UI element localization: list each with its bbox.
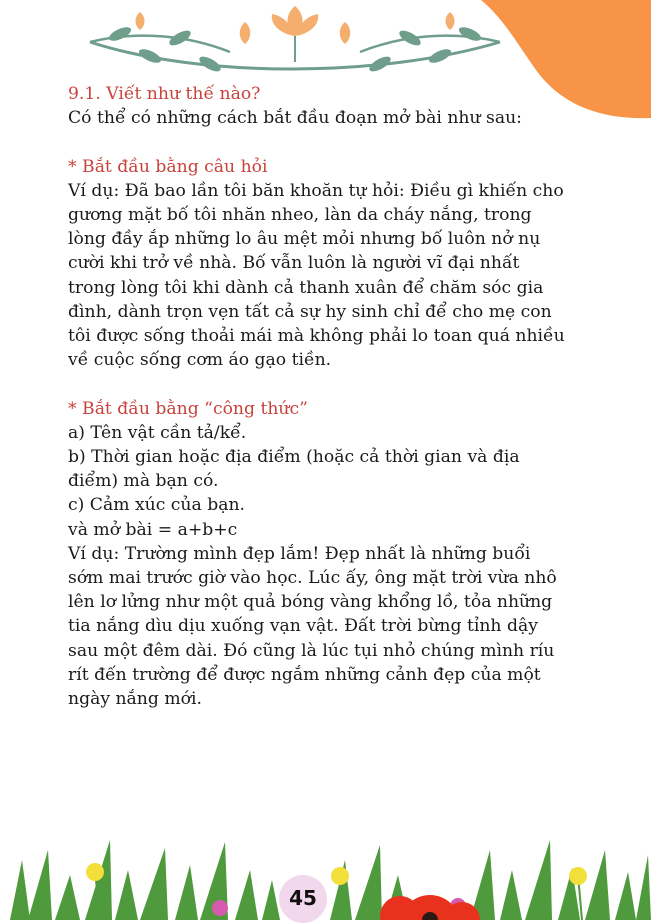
floral-garland — [80, 0, 510, 82]
text-line: về cuộc sống cơm áo gạo tiền. — [68, 350, 332, 371]
spacer — [68, 372, 628, 396]
page-number: 45 — [279, 875, 327, 923]
text-line: gương mặt bố tôi nhăn nheo, làn da cháy nắng, trong — [68, 205, 532, 225]
spacer — [68, 130, 628, 154]
text-line: lòng đầy ắp những lo âu mệt mỏi nhưng bố luôn nở nụ — [68, 229, 541, 250]
method-formula-heading: * Bắt đầu bằng “công thức” — [68, 398, 308, 419]
text-line: và mở bài = a+b+c — [68, 519, 238, 540]
section-heading: 9.1. Viết như thế nào? — [68, 84, 261, 104]
text-line: rít đến trường để được ngắm những cảnh đẹp của một — [68, 664, 541, 685]
text-line: sớm mai trước giờ vào học. Lúc ấy, ông mặt trời vừa nhô — [68, 568, 557, 589]
text-line: b) Thời gian hoặc địa điểm (hoặc cả thời gian và địa — [68, 447, 520, 468]
text-line: ngày nắng mới. — [68, 689, 202, 710]
section-intro: Có thể có những cách bắt đầu đoạn mở bài như sau: — [68, 108, 522, 129]
text-line: a) Tên vật cần tả/kể. — [68, 422, 247, 443]
text-line: lên lơ lửng như một quả bóng vàng khổng lồ, tỏa những — [68, 592, 553, 613]
text-line: sau một đêm dài. Đó cũng là lúc tụi nhỏ chúng mình ríu — [68, 640, 555, 661]
text-line: Ví dụ: Trường mình đẹp lắm! Đẹp nhất là những buổi — [68, 543, 531, 564]
page-content — [68, 82, 628, 711]
text-line: đình, dành trọn vẹn tất cả sự hy sinh chỉ để cho mẹ con — [68, 301, 552, 322]
method-question-heading: * Bắt đầu bằng câu hỏi — [68, 156, 268, 177]
text-line: điểm) mà bạn có. — [68, 471, 219, 492]
text-line: tia nắng dìu dịu xuống vạn vật. Đất trời bừng tỉnh dậy — [68, 616, 538, 637]
text-line: c) Cảm xúc của bạn. — [68, 495, 245, 516]
text-line: trong lòng tôi khi dành cả thanh xuân để chăm sóc gia — [68, 277, 544, 298]
text-line: tôi được sống thoải mái mà không phải lo toan quá nhiều — [68, 326, 565, 347]
text-line: cười khi trở về nhà. Bố vẫn luôn là người vĩ đại nhất — [68, 253, 520, 274]
text-line: Ví dụ: Đã bao lần tôi băn khoăn tự hỏi: Điều gì khiến cho — [68, 180, 564, 201]
